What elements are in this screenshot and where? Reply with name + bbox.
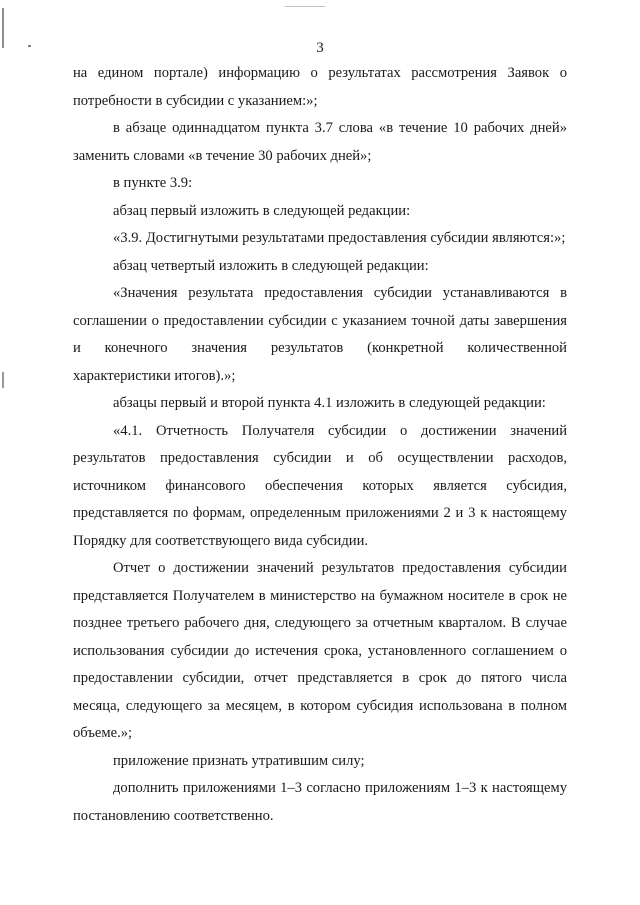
- paragraph-7: «Значения результата предоставления субсидии устанавливаются в соглашении о предоставлении субсидии с указанием точной даты завершения и конечного значения результатов (конкретной количественной характеристики итогов).»;: [73, 285, 567, 384]
- paragraph-3: в пункте 3.9:: [113, 175, 193, 191]
- paragraph-1: на едином портале) информацию о результатах рассмотрения Заявок о потребности в субсидии с указанием:»;: [73, 65, 567, 109]
- document-body: [73, 60, 567, 830]
- paragraph-12: дополнить приложениями 1–3 согласно приложениям 1–3 к настоящему постановлению соответственно.: [73, 780, 567, 824]
- paragraph-2: в абзаце одиннадцатом пункта 3.7 слова «в течение 10 рабочих дней» заменить словами «в течение 30 рабочих дней»;: [73, 120, 567, 164]
- paragraph-11: приложение признать утратившим силу;: [113, 752, 365, 769]
- paragraph-5: «3.9. Достигнутыми результатами предоставления субсидии являются:»;: [113, 230, 566, 246]
- paragraph-10: Отчет о достижении значений результатов предоставления субсидии представляется Получателем в министерство на бумажном носителе в срок не позднее третьего рабочего дня, следующего за отчетным кварталом. В случае использования субсидии до истечения срока, установленного соглашением о предоставлении субсидии, отчет представляется в срок до пятого числа месяца, следующего за месяцем, в котором субсидия использована в полном объеме.»;: [73, 560, 567, 741]
- scan-mark-middle: [2, 372, 4, 388]
- paragraph-9: «4.1. Отчетность Получателя субсидии о достижении значений результатов предоставления субсидии и об осуществлении расходов, источником финансового обеспечения которых является субсидия, представляется по формам, определенным приложениями 2 и 3 к настоящему Порядку для соответствующего вида субсидии.: [73, 422, 567, 549]
- paragraph-4: абзац первый изложить в следующей редакции:: [113, 202, 411, 219]
- paragraph-8: абзацы первый и второй пункта 4.1 изложить в следующей редакции:: [113, 395, 546, 411]
- page-number: 3: [316, 40, 324, 56]
- paragraph-6: абзац четвертый изложить в следующей редакции:: [113, 257, 429, 274]
- scan-mark-head: [285, 6, 325, 7]
